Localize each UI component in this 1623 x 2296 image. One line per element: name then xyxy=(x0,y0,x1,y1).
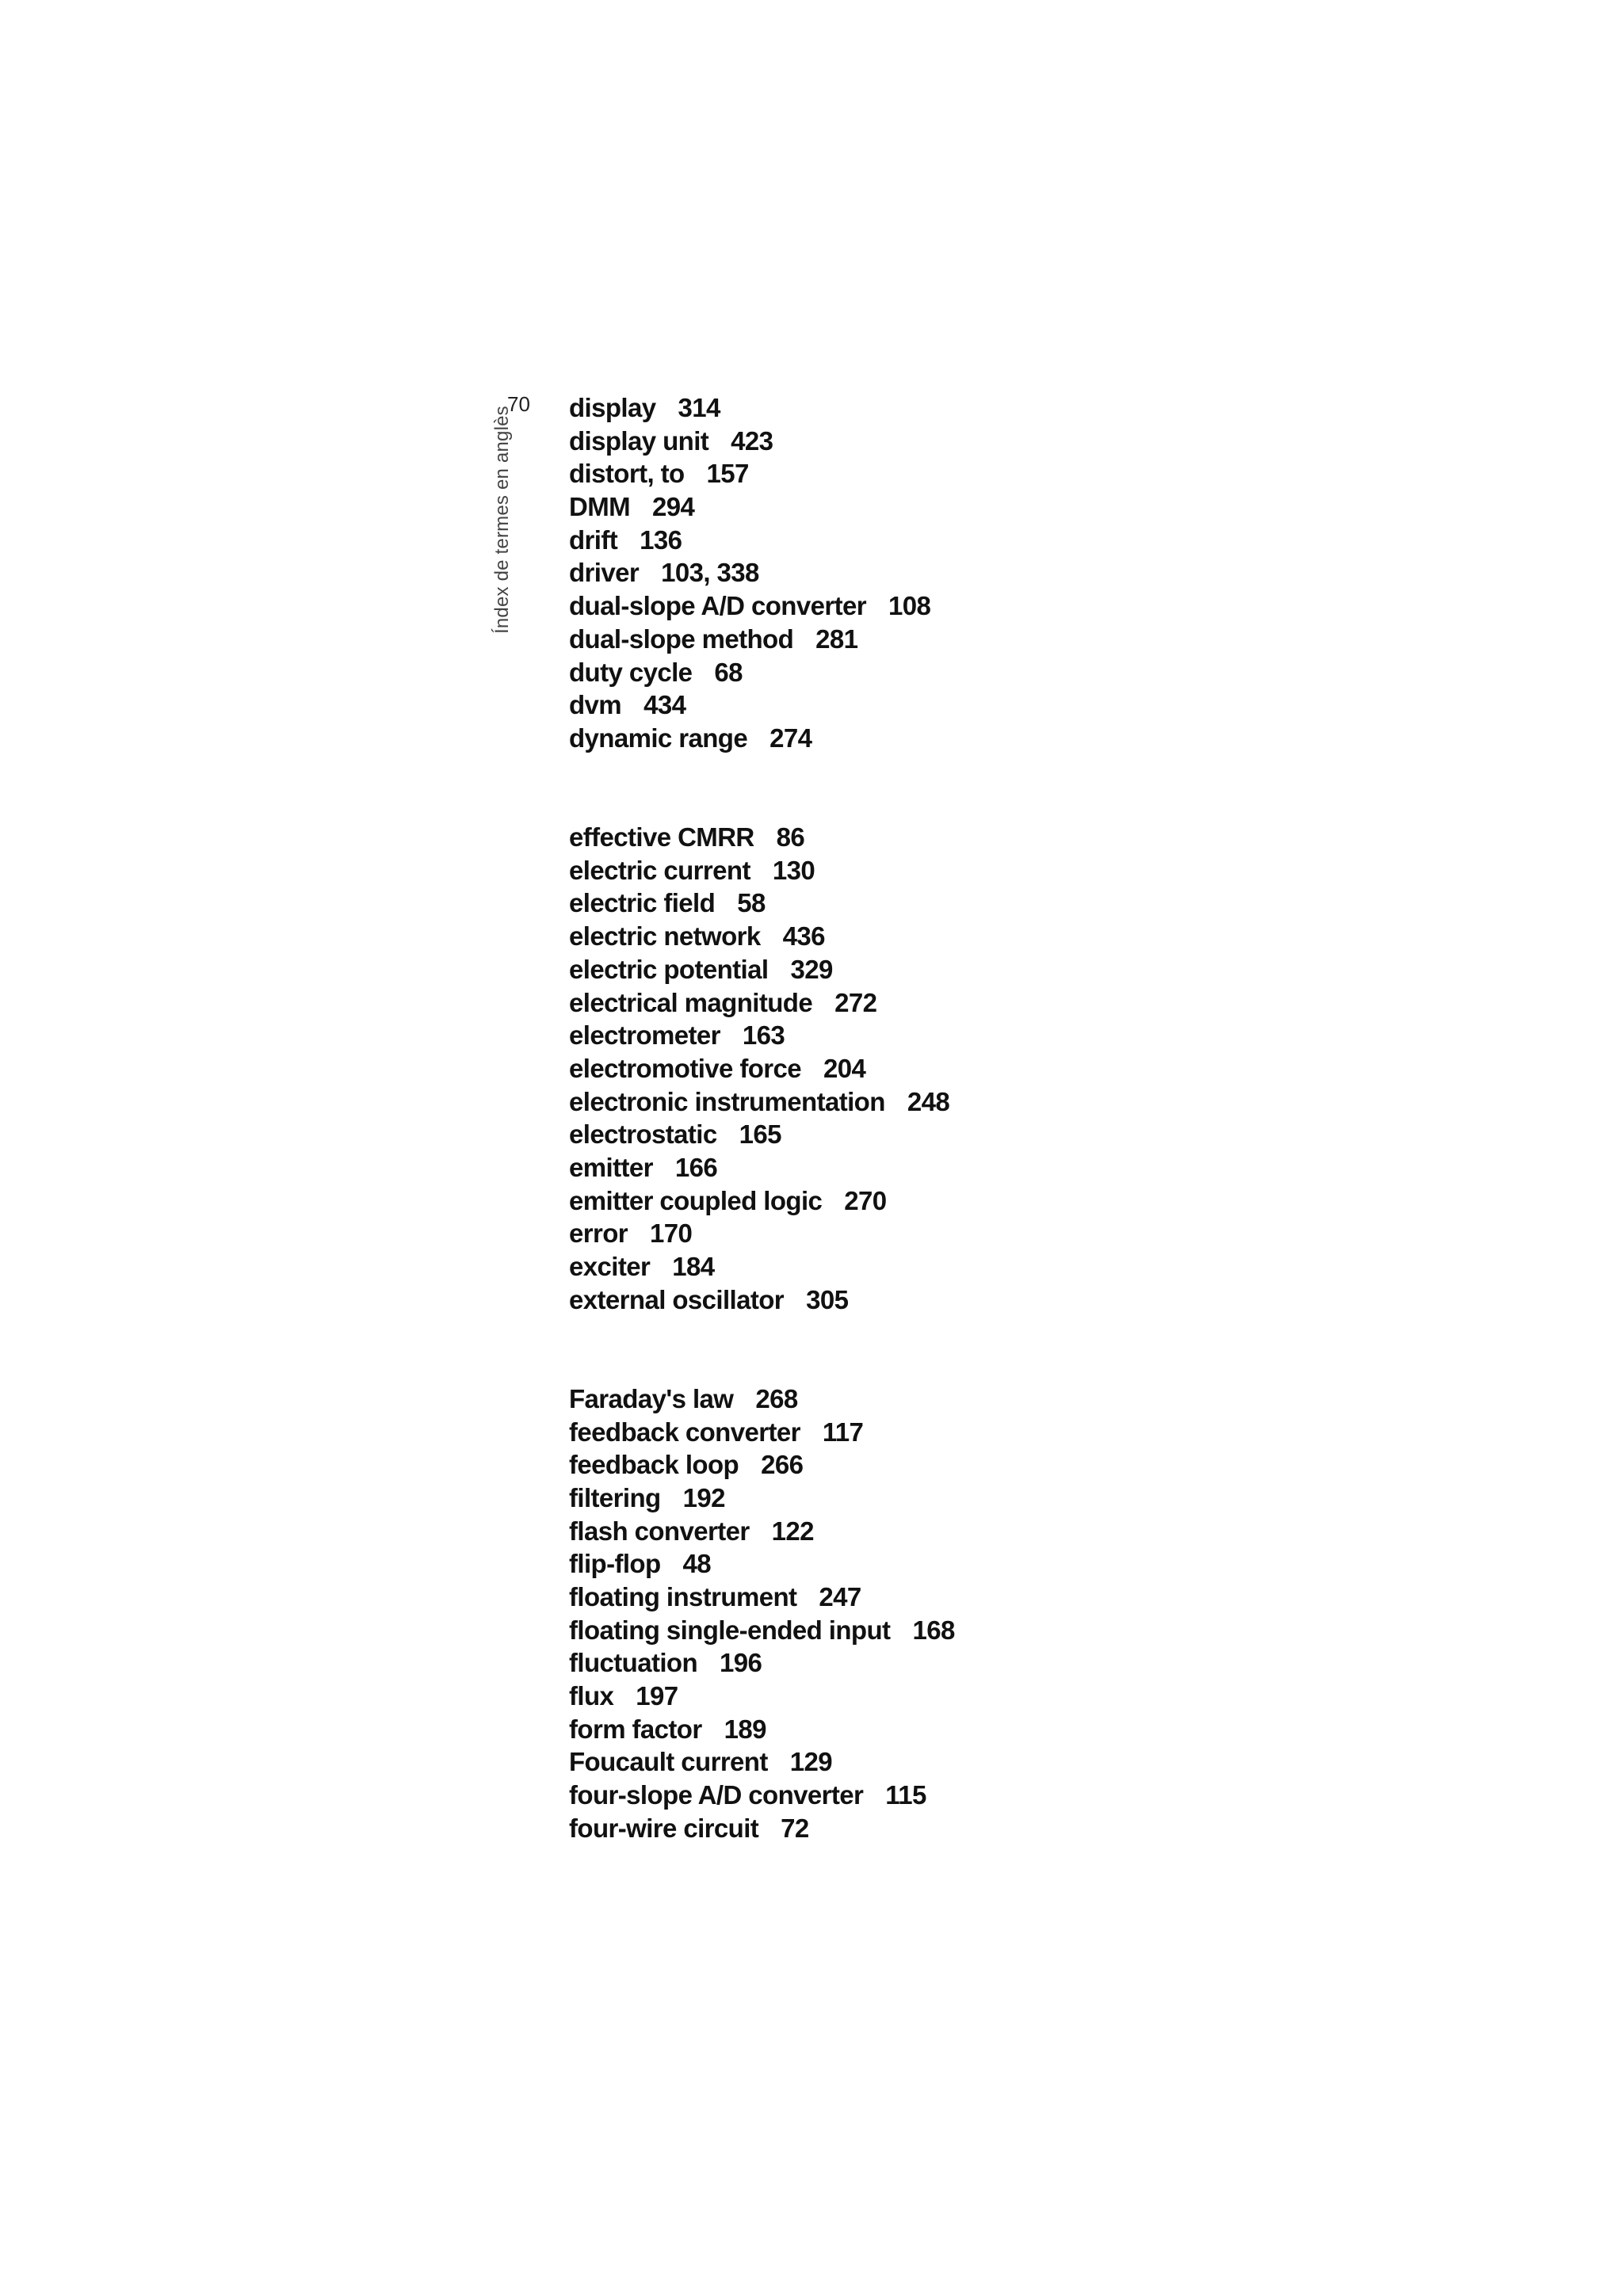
index-entry xyxy=(569,1118,955,1151)
index-page-ref: 247 xyxy=(819,1582,861,1611)
index-page-ref: 168 xyxy=(912,1615,955,1645)
index-term: electrostatic xyxy=(569,1119,717,1150)
index-term: effective CMRR xyxy=(569,822,754,852)
index-term: distort, to xyxy=(569,459,685,489)
index-term: electric field xyxy=(569,888,716,918)
index-entry xyxy=(569,589,955,623)
index-entry xyxy=(569,1383,955,1416)
index-page-ref: 108 xyxy=(888,591,931,621)
index-entry xyxy=(569,688,955,722)
index-entry xyxy=(569,1184,955,1218)
index-term: electric network xyxy=(569,921,761,952)
index-entry xyxy=(569,986,955,1020)
index-term: driver xyxy=(569,558,640,588)
index-entry xyxy=(569,391,955,425)
index-page-ref: 130 xyxy=(772,855,815,885)
index-page-ref: 423 xyxy=(731,425,773,456)
index-term: electrometer xyxy=(569,1020,720,1051)
index-term: display unit xyxy=(569,425,709,456)
index-page-ref: 166 xyxy=(674,1152,718,1182)
index-group xyxy=(569,821,955,1316)
index-entry xyxy=(569,1779,955,1812)
index-group xyxy=(569,1383,955,1845)
running-head: Índex de termes en anglès xyxy=(491,406,513,634)
index-page-ref: 434 xyxy=(643,690,686,720)
index-term: emitter xyxy=(569,1152,653,1182)
index-term: dual-slope method xyxy=(569,624,794,654)
index-entry xyxy=(569,1019,955,1052)
index-entry xyxy=(569,1482,955,1515)
index-term: Faraday's law xyxy=(569,1383,734,1413)
index-term: Foucault current xyxy=(569,1747,768,1777)
index-page-ref: 103, 338 xyxy=(661,558,759,588)
index-entry xyxy=(569,457,955,490)
index-entry xyxy=(569,1052,955,1085)
index-page-ref: 270 xyxy=(844,1185,887,1215)
index-entry xyxy=(569,1085,955,1119)
index-entry xyxy=(569,1416,955,1449)
index-term: electrical magnitude xyxy=(569,987,813,1017)
index-entry xyxy=(569,1614,955,1647)
index-entry xyxy=(569,1547,955,1581)
index-page-ref: 157 xyxy=(706,459,749,489)
index-term: electric current xyxy=(569,855,750,885)
index-entry xyxy=(569,490,955,524)
index-page-ref: 58 xyxy=(737,888,766,918)
index-term: dual-slope A/D converter xyxy=(569,591,866,621)
index-entry xyxy=(569,623,955,656)
index-term: flip-flop xyxy=(569,1549,661,1579)
index-page-ref: 197 xyxy=(636,1681,678,1711)
index-page-ref: 136 xyxy=(640,524,682,555)
index-term: floating instrument xyxy=(569,1582,797,1611)
index-term: filtering xyxy=(569,1482,661,1512)
index-term: drift xyxy=(569,524,618,555)
index-entry xyxy=(569,1713,955,1746)
index-term: fluctuation xyxy=(569,1648,698,1678)
index-term: external oscillator xyxy=(569,1284,785,1314)
index-entry xyxy=(569,425,955,458)
index-entry xyxy=(569,1151,955,1184)
index-page-ref: 436 xyxy=(782,921,825,952)
index-page-ref: 48 xyxy=(682,1549,712,1579)
index-entry xyxy=(569,556,955,589)
index-entry xyxy=(569,1448,955,1482)
index-term: electromotive force xyxy=(569,1053,802,1083)
index-page-ref: 122 xyxy=(771,1516,814,1546)
index-term: four-slope A/D converter xyxy=(569,1780,864,1810)
index-entry xyxy=(569,1250,955,1283)
index-page-ref: 314 xyxy=(678,393,720,422)
index-entry xyxy=(569,1745,955,1779)
index-term: duty cycle xyxy=(569,657,693,687)
index-column xyxy=(569,391,955,1845)
index-page-ref: 165 xyxy=(739,1119,781,1150)
index-page-ref: 170 xyxy=(650,1219,693,1249)
index-page-ref: 115 xyxy=(885,1780,926,1810)
index-page-ref: 274 xyxy=(769,723,812,753)
index-page-ref: 184 xyxy=(672,1252,715,1281)
index-page-ref: 189 xyxy=(724,1714,766,1744)
index-page-ref: 268 xyxy=(755,1383,798,1413)
index-term: exciter xyxy=(569,1252,651,1281)
index-page-ref: 266 xyxy=(761,1450,804,1480)
index-term: feedback converter xyxy=(569,1417,800,1447)
index-term: display xyxy=(569,393,656,422)
index-term: flash converter xyxy=(569,1516,750,1546)
index-term: feedback loop xyxy=(569,1450,739,1480)
index-page-ref: 248 xyxy=(907,1086,950,1116)
index-entry xyxy=(569,887,955,920)
index-page-ref: 86 xyxy=(776,822,805,852)
index-entry xyxy=(569,1646,955,1680)
index-entry xyxy=(569,1680,955,1713)
index-term: form factor xyxy=(569,1714,702,1744)
index-term: dynamic range xyxy=(569,723,748,753)
index-term: flux xyxy=(569,1681,614,1711)
index-entry xyxy=(569,524,955,557)
index-entry xyxy=(569,953,955,986)
index-term: DMM xyxy=(569,492,631,522)
index-page-ref: 68 xyxy=(714,657,743,687)
index-page-ref: 163 xyxy=(742,1020,785,1051)
index-group xyxy=(569,391,955,755)
index-page-ref: 192 xyxy=(682,1482,725,1512)
index-page-ref: 129 xyxy=(789,1747,833,1777)
index-entry xyxy=(569,1812,955,1845)
index-entry xyxy=(569,854,955,887)
page-number: 70 xyxy=(507,392,530,416)
index-page-ref: 117 xyxy=(822,1417,864,1447)
index-entry xyxy=(569,920,955,953)
index-entry xyxy=(569,1217,955,1250)
index-page-ref: 204 xyxy=(823,1053,866,1083)
index-entry xyxy=(569,656,955,689)
index-entry xyxy=(569,1283,955,1317)
index-term: electric potential xyxy=(569,954,769,984)
index-page-ref: 196 xyxy=(720,1648,762,1678)
index-term: emitter coupled logic xyxy=(569,1185,823,1215)
index-page-ref: 294 xyxy=(652,492,695,522)
index-term: error xyxy=(569,1219,628,1249)
index-page-ref: 329 xyxy=(790,954,833,984)
index-page-ref: 272 xyxy=(834,987,877,1017)
index-term: dvm xyxy=(569,690,622,720)
index-page-ref: 305 xyxy=(806,1284,849,1314)
index-entry xyxy=(569,821,955,854)
index-entry xyxy=(569,722,955,755)
index-term: electronic instrumentation xyxy=(569,1086,885,1116)
index-term: floating single-ended input xyxy=(569,1615,891,1645)
index-page-ref: 72 xyxy=(781,1813,809,1843)
index-page-ref: 281 xyxy=(815,624,858,654)
index-entry xyxy=(569,1581,955,1614)
index-term: four-wire circuit xyxy=(569,1813,759,1843)
index-entry xyxy=(569,1515,955,1548)
